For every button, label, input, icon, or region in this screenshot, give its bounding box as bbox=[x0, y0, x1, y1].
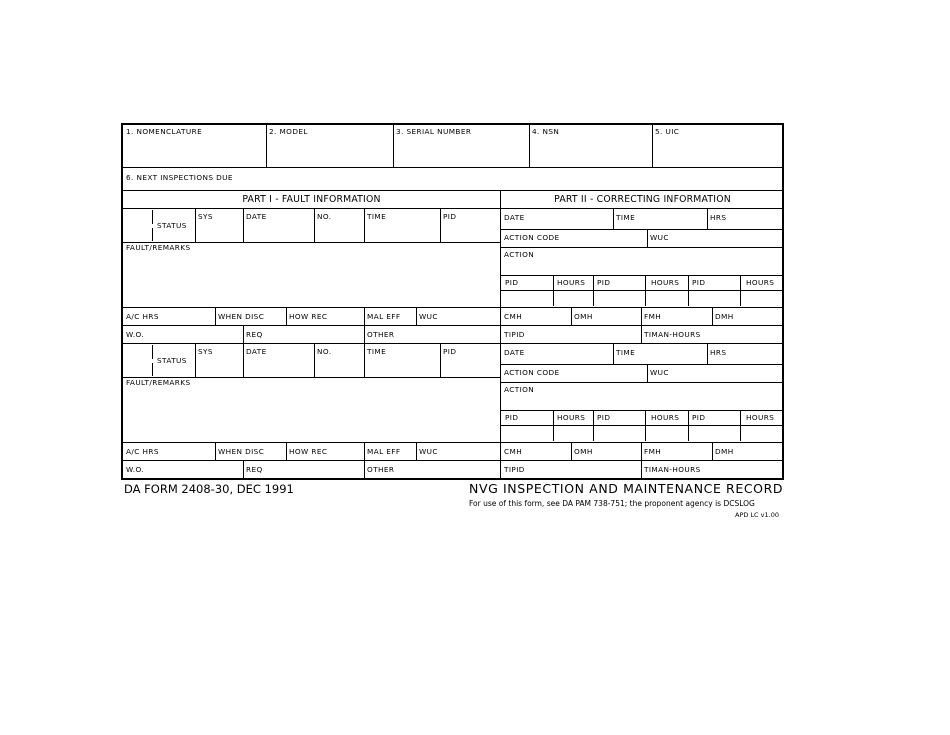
serial-number-label: 3. SERIAL NUMBER bbox=[396, 127, 472, 136]
pid-label: PID bbox=[597, 278, 611, 287]
fault-remarks-label: FAULT/REMARKS bbox=[126, 378, 191, 387]
form-id: DA FORM 2408-30, DEC 1991 bbox=[124, 482, 294, 496]
next-inspections-due-field[interactable] bbox=[123, 167, 784, 190]
model-label: 2. MODEL bbox=[269, 127, 308, 136]
wuc-label: WUC bbox=[650, 368, 669, 377]
action-code-label: ACTION CODE bbox=[504, 368, 560, 377]
dmh-label: DMH bbox=[715, 312, 734, 321]
tipid-label: TIPID bbox=[504, 330, 525, 339]
time-label: TIME bbox=[367, 347, 387, 356]
pid-label: PID bbox=[443, 212, 457, 221]
serial-number-field[interactable] bbox=[393, 125, 529, 167]
other-label: OTHER bbox=[367, 330, 395, 339]
ac-hrs-label: A/C HRS bbox=[126, 447, 159, 456]
pid-label: PID bbox=[443, 347, 457, 356]
wuc-label: WUC bbox=[650, 233, 669, 242]
uic-field[interactable] bbox=[652, 125, 784, 167]
nsn-field[interactable] bbox=[529, 125, 652, 167]
form-title: NVG INSPECTION AND MAINTENANCE RECORD bbox=[469, 481, 784, 496]
date-label: DATE bbox=[504, 348, 525, 357]
wuc-label: WUC bbox=[419, 447, 438, 456]
fault-remarks-field[interactable] bbox=[123, 377, 500, 442]
date-label: DATE bbox=[246, 212, 267, 221]
omh-label: OMH bbox=[574, 312, 593, 321]
time-label: TIME bbox=[367, 212, 387, 221]
tipid-label: TIPID bbox=[504, 465, 525, 474]
fault-remarks-label: FAULT/REMARKS bbox=[126, 243, 191, 252]
wo-label: W.O. bbox=[126, 330, 145, 339]
fmh-label: FMH bbox=[644, 312, 662, 321]
wo-label: W.O. bbox=[126, 465, 145, 474]
pid-label: PID bbox=[692, 278, 706, 287]
ac-hrs-label: A/C HRS bbox=[126, 312, 159, 321]
part1-title: PART I - FAULT INFORMATION bbox=[242, 194, 381, 205]
hours-label: HOURS bbox=[557, 278, 586, 287]
date-label: DATE bbox=[246, 347, 267, 356]
no-label: NO. bbox=[317, 212, 332, 221]
timan-hours-label: TIMAN-HOURS bbox=[644, 330, 701, 339]
status-label: STATUS bbox=[157, 356, 187, 365]
usage-note: For use of this form, see DA PAM 738-751; the proponent agency is DCSLOG bbox=[469, 499, 755, 508]
hours-label: HOURS bbox=[651, 278, 680, 287]
how-rec-label: HOW REC bbox=[289, 447, 328, 456]
cmh-label: CMH bbox=[504, 312, 523, 321]
hours-label: HOURS bbox=[746, 278, 775, 287]
nomenclature-label: 1. NOMENCLATURE bbox=[126, 127, 203, 136]
nomenclature-field[interactable] bbox=[123, 125, 266, 167]
pid-label: PID bbox=[505, 278, 519, 287]
fault-remarks-field[interactable] bbox=[123, 242, 500, 307]
req-label: REQ bbox=[246, 330, 263, 339]
date-label: DATE bbox=[504, 213, 525, 222]
omh-label: OMH bbox=[574, 447, 593, 456]
time-label: TIME bbox=[616, 213, 636, 222]
block2-left bbox=[123, 343, 500, 480]
uic-label: 5. UIC bbox=[655, 127, 680, 136]
hours-label: HOURS bbox=[746, 413, 775, 422]
how-rec-label: HOW REC bbox=[289, 312, 328, 321]
hours-label: HOURS bbox=[651, 413, 680, 422]
no-label: NO. bbox=[317, 347, 332, 356]
next-inspections-due-label: 6. NEXT INSPECTIONS DUE bbox=[126, 173, 233, 182]
mal-eff-label: MAL EFF bbox=[367, 312, 401, 321]
when-disc-label: WHEN DISC bbox=[218, 312, 265, 321]
status-label: STATUS bbox=[157, 221, 187, 230]
sys-label: SYS bbox=[198, 212, 213, 221]
hrs-label: HRS bbox=[710, 348, 727, 357]
fmh-label: FMH bbox=[644, 447, 662, 456]
block2-right bbox=[501, 343, 784, 480]
action-label: ACTION bbox=[504, 385, 535, 394]
part2-title: PART II - CORRECTING INFORMATION bbox=[554, 194, 731, 205]
hrs-label: HRS bbox=[710, 213, 727, 222]
hours-label: HOURS bbox=[557, 413, 586, 422]
cmh-label: CMH bbox=[504, 447, 523, 456]
pid-label: PID bbox=[692, 413, 706, 422]
inspection-form bbox=[121, 123, 784, 480]
pid-label: PID bbox=[597, 413, 611, 422]
wuc-label: WUC bbox=[419, 312, 438, 321]
time-label: TIME bbox=[616, 348, 636, 357]
mal-eff-label: MAL EFF bbox=[367, 447, 401, 456]
model-field[interactable] bbox=[266, 125, 393, 167]
nsn-label: 4. NSN bbox=[532, 127, 560, 136]
other-label: OTHER bbox=[367, 465, 395, 474]
pid-label: PID bbox=[505, 413, 519, 422]
timan-hours-label: TIMAN-HOURS bbox=[644, 465, 701, 474]
version-label: APD LC v1.00 bbox=[735, 511, 779, 519]
req-label: REQ bbox=[246, 465, 263, 474]
dmh-label: DMH bbox=[715, 447, 734, 456]
when-disc-label: WHEN DISC bbox=[218, 447, 265, 456]
action-code-label: ACTION CODE bbox=[504, 233, 560, 242]
sys-label: SYS bbox=[198, 347, 213, 356]
block1-right bbox=[501, 208, 784, 348]
action-label: ACTION bbox=[504, 250, 535, 259]
